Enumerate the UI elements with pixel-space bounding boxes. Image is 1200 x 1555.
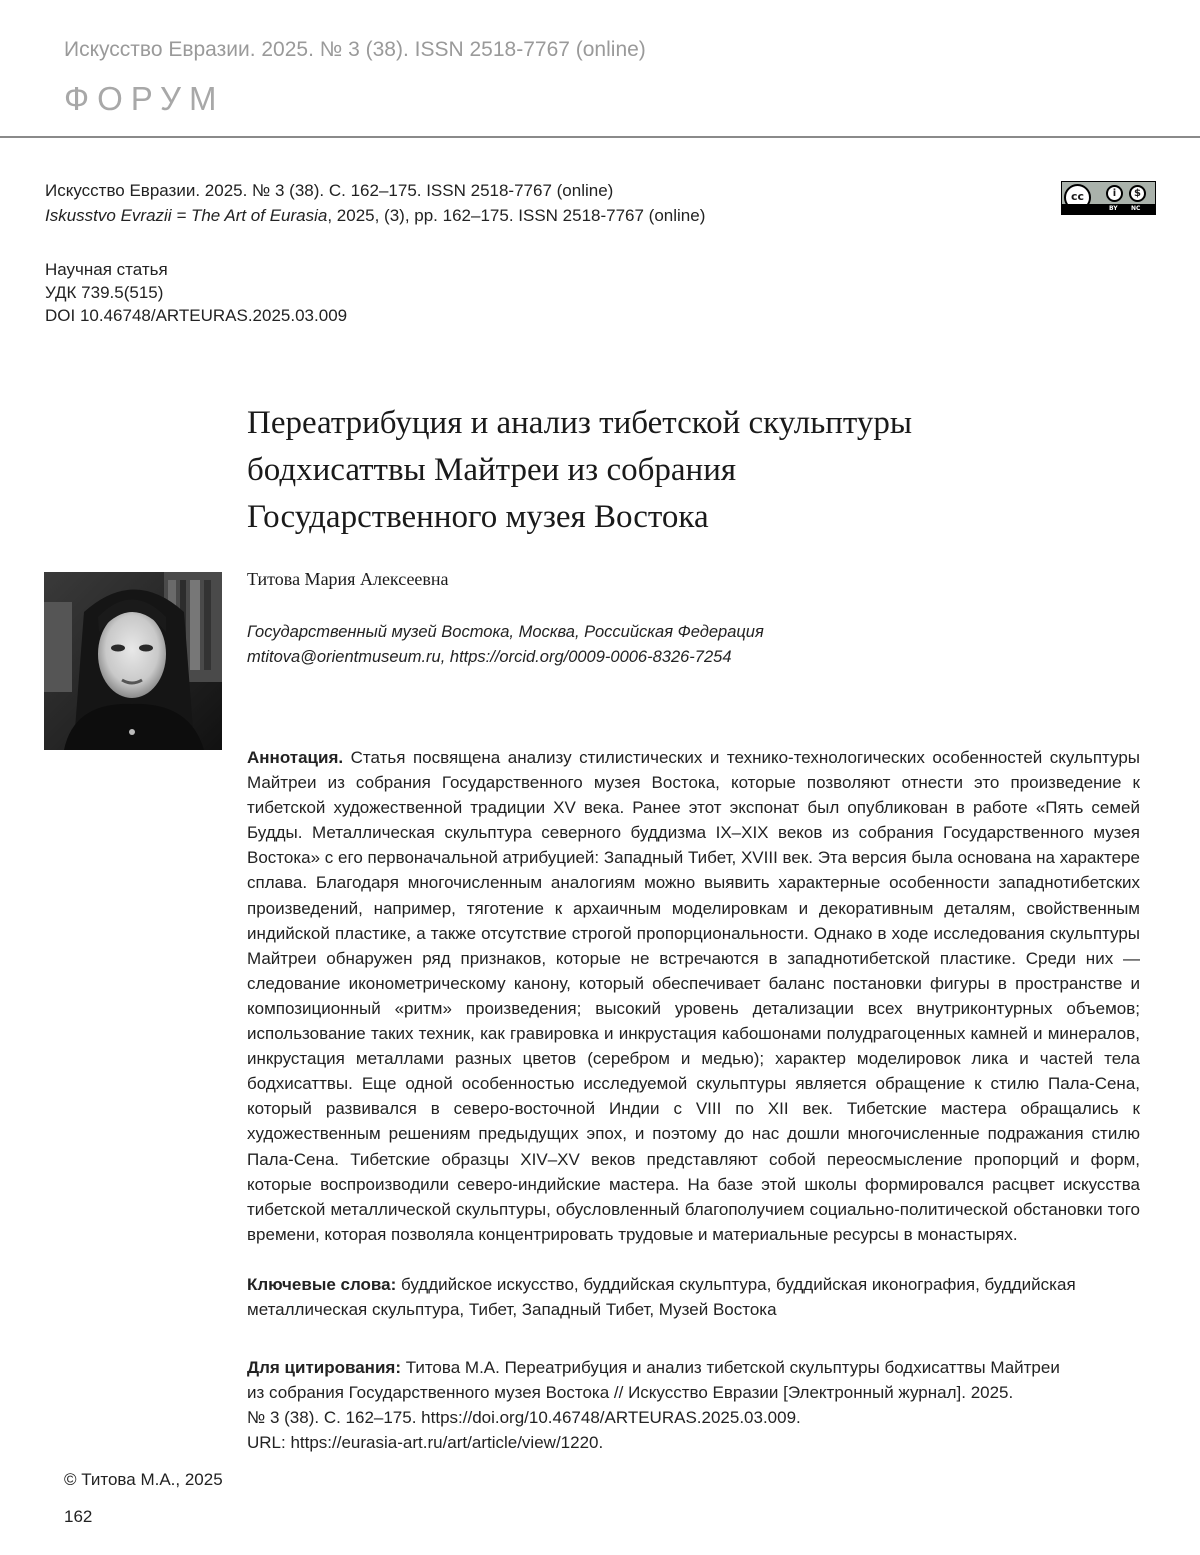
cite-as [247,1355,1140,1455]
header-divider [0,136,1200,138]
license-by-label: BY [1109,205,1118,212]
author-photo [44,572,222,750]
citation-en-rest: , 2025, (3), pp. 162–175. ISSN 2518-7767 (online) [327,206,706,225]
cite-line: из собрания Государственного музея Востока // Искусство Евразии [Электронный журнал]. 2025. [247,1383,1014,1402]
author-portrait-image [44,572,222,750]
cc-icon: cc [1064,184,1091,211]
title-line: бодхисаттвы Майтреи из собрания [247,452,737,488]
udc-code: УДК 739.5(515) [45,283,164,302]
page-number: 162 [64,1507,93,1526]
doi[interactable]: DOI 10.46748/ARTEURAS.2025.03.009 [45,306,348,325]
by-attribution-icon: i [1106,185,1123,202]
author-contact[interactable]: mtitova@orientmuseum.ru, https://orcid.org/0009-0006-8326-7254 [247,648,732,666]
cite-label: Для цитирования: [247,1358,401,1377]
section-title: ФОРУМ [64,80,225,117]
author-affiliation [247,620,764,670]
abstract-text: Статья посвящена анализу стилистических и технико-технологических особенностей скульптуры Майтреи из собрания Государственного музея Востока, которые позволяют отнести это произведение к тибетской художественной традиции XV века. Ранее этот экспонат был опубликован в работе «Пять семей Будды. Металлическая скульптура северного буддизма IX–XIX веков из собрания Государственного музея Востока» с его первоначальной атрибуцией: Западный Тибет, XVIII век. Эта версия была основана на характере сплава. Благодаря многочисленным аналогиям можно выявить характерные особенности западнотибетских произведений, например, тяготение к архаичным моделировкам и декоративным деталям, свойственным индийской пластике, а также отсутствие строгой пропорциональности. Однако в ходе исследования скульптуры Майтреи обнаружен ряд признаков, которые не встречаются в западнотибетской пластике. Среди них — следование иконометрическому канону, который обеспечивает баланс постановки фигуры в пространстве и композиционный «ритм» произведения; высокий уровень детализации всех внутриконтурных объемов; использование таких техник, как гравировка и инкрустация кабошонами полудрагоценных камней и минералов, инкрустация металлами разных цветов (серебром и медью); характер моделировок лика и частей тела бодхисаттвы. Еще одной особенностью исследуемой скульптуры является обращение к стилю Пала-Сена, который развивался в северо-восточной Индии с VIII по XII век. Тибетские мастера обращались к художественным решениям предыдущих эпох, и поэтому до нас дошли многочисленные подражания стилю Пала-Сена. Тибетские образцы XIV–XV веков представляют собой переосмысление пропорций и форм, которые воспроизводили северо-индийские мастера. На базе этой школы формировался расцвет искусства тибетской металлической скульптуры, обусловленный благополучием социально-политической обстановки того времени, которая позволяла концентрировать трудовые и материальные ресурсы в монастырях. [247,748,1140,1244]
keywords-text: буддийское искусство, буддийская скульптура, буддийская иконография, буддийская металлическая скульптура, Тибет, Западный Тибет, Музей Востока [247,1275,1076,1319]
citation-en [45,203,705,228]
citation-ru: Искусство Евразии. 2025. № 3 (38). С. 162–175. ISSN 2518-7767 (online) [45,181,614,200]
copyright: © Титова М.А., 2025 [64,1470,223,1489]
author-name: Титова Мария Алексеевна [247,569,449,589]
running-head: Искусство Евразии. 2025. № 3 (38). ISSN 2518-7767 (online) [64,38,646,61]
keywords [247,1272,1140,1322]
abstract [247,745,1140,1247]
nc-noncommercial-icon: $ [1129,185,1146,202]
citation-en-journal: Iskusstvo Evrazii [45,206,172,225]
license-nc-label: NC [1131,205,1141,212]
article-title [247,400,1127,541]
cite-text: Титова М.А. Переатрибуция и анализ тибетской скульптуры бодхисаттвы Майтреи [400,1358,1060,1377]
citation-en-journal-en: The Art of Eurasia [190,206,328,225]
journal-citation [45,178,705,228]
abstract-label: Аннотация. [247,748,344,767]
cite-line [247,1355,1140,1380]
cite-url[interactable]: URL: https://eurasia-art.ru/art/article/view/1220. [247,1433,604,1452]
keywords-label: Ключевые слова: [247,1275,397,1294]
citation-en-eq: = [171,206,191,225]
cite-line[interactable]: № 3 (38). С. 162–175. https://doi.org/10.46748/ARTEURAS.2025.03.009. [247,1408,801,1427]
cc-license-badge[interactable] [1061,181,1156,215]
title-line: Государственного музея Востока [247,499,709,535]
title-line: Переатрибуция и анализ тибетской скульптуры [247,405,913,441]
article-type: Научная статья [45,260,168,279]
affiliation-org: Государственный музей Востока, Москва, Российская Федерация [247,623,764,641]
article-meta [45,258,347,327]
